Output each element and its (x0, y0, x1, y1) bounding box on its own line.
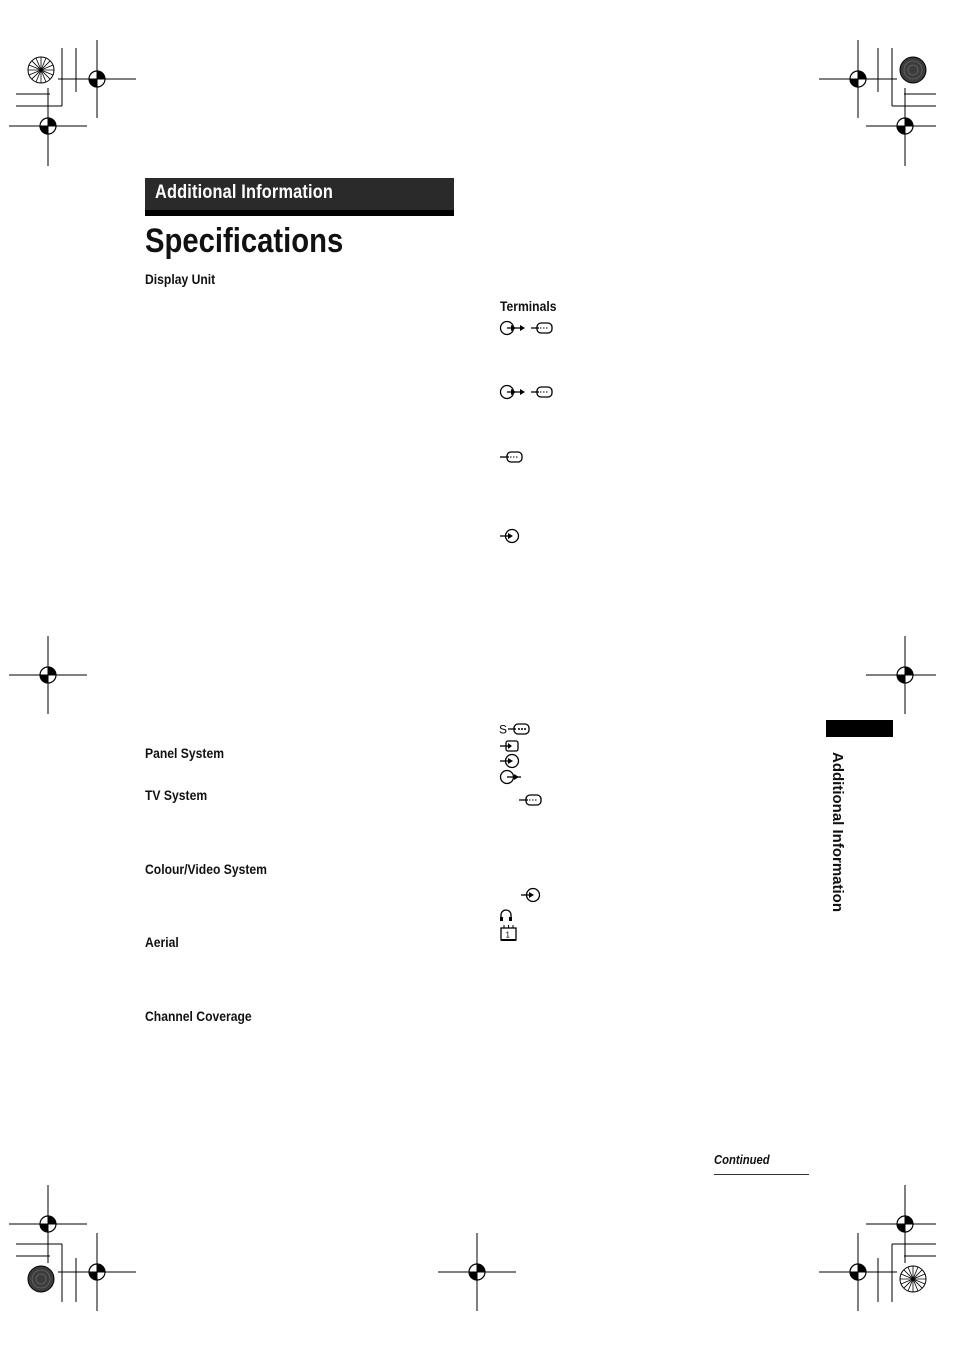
page-title: Specifications (145, 222, 344, 260)
audio-in-icon (499, 753, 523, 769)
svg-text:S: S (499, 722, 508, 737)
crosshair-mark-top-left-2 (9, 88, 87, 166)
monitor-out-icon (499, 769, 523, 785)
side-tab-label: Additional Information (829, 752, 846, 912)
crosshair-mark-middle-right (866, 636, 944, 714)
starburst-mark-bottom-right (899, 1265, 927, 1293)
crosshair-mark-top-right-2 (866, 88, 944, 166)
starburst-mark-top-left (27, 56, 55, 84)
dark-disc-mark-bottom-left (27, 1265, 55, 1293)
section-banner-text: Additional Information (155, 182, 334, 203)
continued-label (714, 1153, 809, 1175)
av-in-out-icon (499, 384, 555, 400)
side-tab-marker (826, 720, 893, 737)
av-in-out-icon (499, 320, 555, 336)
label-aerial: Aerial (145, 935, 179, 950)
label-terminals: Terminals (500, 299, 557, 314)
label-display-unit: Display Unit (145, 272, 216, 287)
audio-in-icon (520, 887, 544, 903)
av-audio-in-icon (499, 528, 523, 544)
svg-text:1: 1 (505, 930, 510, 940)
label-panel-system: Panel System (145, 746, 225, 761)
pc-input-icon (499, 924, 519, 942)
crosshair-mark-bottom-center (438, 1233, 516, 1311)
headphones-icon (499, 908, 513, 922)
dark-disc-mark-top-right (899, 56, 927, 84)
video-in-icon (518, 792, 544, 808)
section-banner (145, 178, 454, 216)
crosshair-mark-bottom-right-2 (819, 1233, 897, 1311)
component-in-icon (499, 738, 521, 754)
crosshair-mark-middle-left (9, 636, 87, 714)
crosshair-mark-bottom-left-2 (58, 1233, 136, 1311)
label-colour-video-system: Colour/Video System (145, 862, 267, 877)
av-in-icon (499, 449, 525, 465)
label-tv-system: TV System (145, 788, 208, 803)
label-channel-coverage: Channel Coverage (145, 1009, 252, 1024)
continued-text: Continued (714, 1153, 770, 1167)
s-video-in-icon (499, 721, 531, 737)
